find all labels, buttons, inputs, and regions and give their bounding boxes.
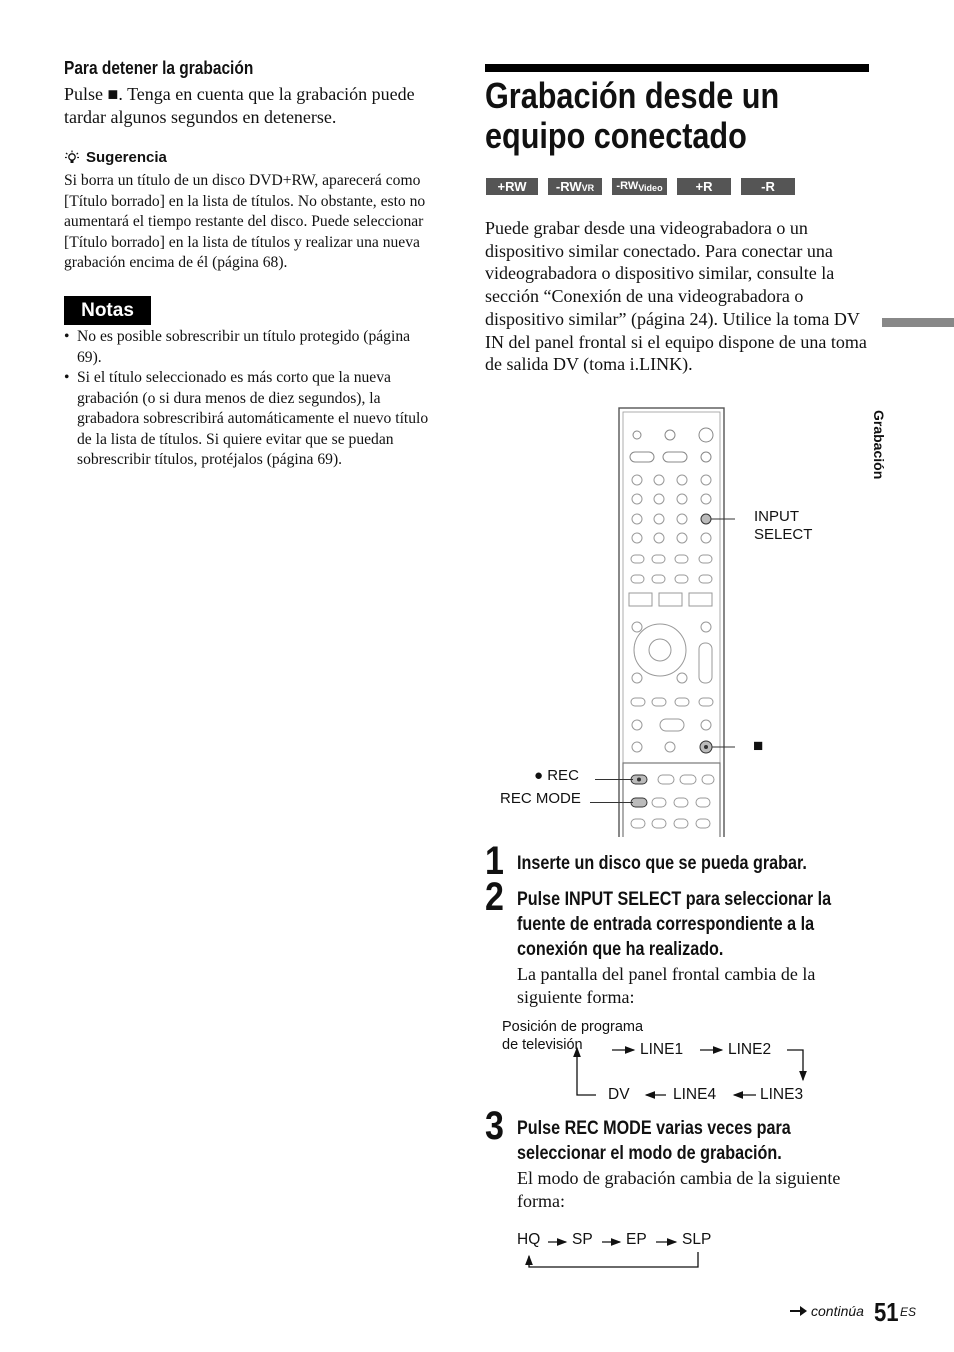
step-1-number: 1	[485, 839, 504, 883]
stop-symbol: ■	[107, 84, 119, 104]
notes-list	[64, 327, 434, 471]
step-3-title: Pulse REC MODE varias veces para seleccionar el modo de grabación.	[517, 1118, 791, 1164]
disc-badge-plus-rw: +RW	[486, 178, 538, 195]
disc-type-badges	[486, 178, 795, 195]
flow-line4: LINE4	[673, 1086, 717, 1103]
tip-heading	[64, 149, 167, 166]
flow-dv: DV	[608, 1086, 630, 1103]
step-1-title: Inserte un disco que se pueda grabar.	[517, 853, 807, 874]
disc-badge-minus-r: -R	[741, 178, 795, 195]
mode-hq: HQ	[517, 1231, 541, 1248]
continues-text: continúa	[811, 1303, 864, 1319]
side-tab-bar	[882, 318, 954, 327]
intro-paragraph: Puede grabar desde una videograbadora o un dispositivo similar conectado. Para conectar una videograbadora o dispositivo similar, consulte la sección “Conexión de una videograbadora o dispositivo similar” (página 24). Utilice la toma DV IN del panel frontal si el equipo dispone de una toma de salida DV (toma i.LINK).	[485, 218, 867, 375]
page-number: 51	[874, 1297, 899, 1327]
arrow-right-icon	[790, 1305, 808, 1317]
lightbulb-icon	[64, 150, 80, 166]
stop-text-after: . Tenga en cuenta que la grabación puede tardar algunos segundos en detenerse.	[64, 84, 415, 127]
rec-leader-lines	[590, 765, 635, 810]
input-flow-arrows	[570, 1040, 815, 1110]
rec-label: ● REC	[534, 767, 579, 784]
mode-flow-arrows	[520, 1235, 710, 1273]
continues-indicator	[790, 1303, 864, 1319]
input-select-label-1: INPUT	[754, 508, 799, 525]
page-language: ES	[900, 1305, 917, 1319]
note-item: • No es posible sobrescribir un título protegido (página 69).	[64, 327, 434, 368]
step-2-body: La pantalla del panel frontal cambia de la siguiente forma:	[517, 964, 816, 1007]
stop-recording-heading: Para detener la grabación	[64, 58, 254, 78]
step-2-title: Pulse INPUT SELECT para seleccionar la fuente de entrada correspondiente a la conexión que ha realizado.	[517, 889, 832, 960]
title-rule	[485, 64, 869, 72]
input-select-button	[701, 514, 711, 524]
notes-badge: Notas	[64, 296, 151, 325]
flow-source-line-2: de televisión	[502, 1037, 583, 1053]
mode-slp: SLP	[682, 1231, 712, 1248]
disc-badge-rw-video: -RW Video	[612, 178, 667, 195]
step-3-number: 3	[485, 1104, 504, 1148]
rec-mode-label: REC MODE	[500, 790, 581, 807]
input-select-label-2: SELECT	[754, 526, 813, 543]
flow-line3: LINE3	[760, 1086, 804, 1103]
disc-badge-plus-r: +R	[677, 178, 731, 195]
step-3-body: El modo de grabación cambia de la siguiente forma:	[517, 1168, 841, 1211]
flow-line2: LINE2	[728, 1041, 772, 1058]
stop-text-before: Pulse	[64, 84, 108, 104]
disc-badge-rw-vr: -RW VR	[548, 178, 602, 195]
flow-line1: LINE1	[640, 1041, 684, 1058]
mode-ep: EP	[626, 1231, 647, 1248]
tip-title: Sugerencia	[86, 149, 167, 166]
mode-sp: SP	[572, 1231, 593, 1248]
stop-label: ■	[753, 736, 764, 755]
tip-text: Si borra un título de un disco DVD+RW, aparecerá como [Título borrado] en la lista de títulos. No obstante, esto no aumentará el tiempo restante del disco. Puede seleccionar [Título borrado] en la lista de títulos y realizar una nueva grabación encima de él (página 68).	[64, 172, 426, 271]
note-item: • Si el título seleccionado es más corto que la nueva grabación (o si dura menos de diez segundos), la grabadora sobrescribirá automáticamente el nuevo título de la lista de títulos. Si quiere evitar que se puedan sobrescribir títulos, protéjalos (página 69).	[64, 368, 434, 471]
page-title: Grabación desde un equipo conectado	[485, 75, 780, 156]
stop-recording-text	[64, 83, 454, 129]
flow-source-line-1: Posición de programa	[502, 1019, 644, 1035]
step-2-number: 2	[485, 875, 504, 919]
side-tab-label: Grabación	[871, 410, 887, 480]
